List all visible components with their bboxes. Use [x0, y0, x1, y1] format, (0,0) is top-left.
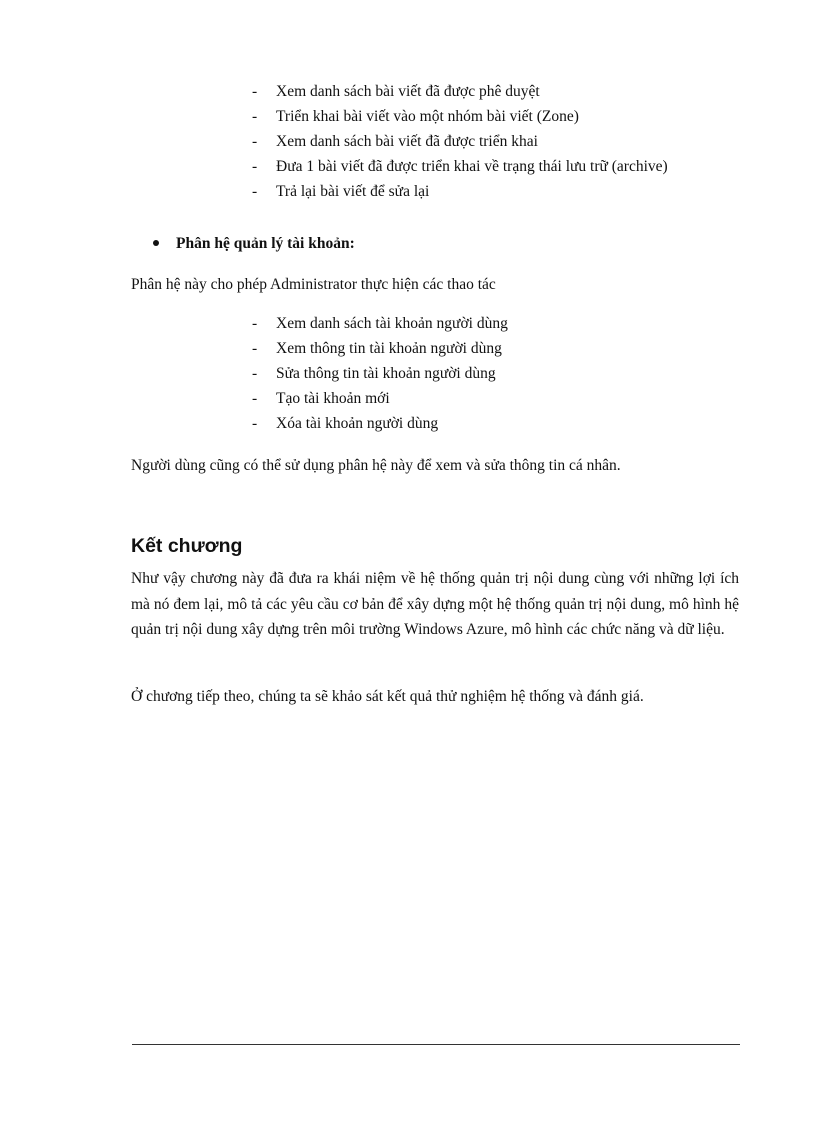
list-dash: - [252, 108, 258, 125]
list-item [252, 361, 508, 386]
list-item-text: Trả lại bài viết để sửa lại [276, 183, 430, 200]
list-item [252, 104, 668, 129]
list-dash: - [252, 340, 258, 357]
next-chapter-note: Ở chương tiếp theo, chúng ta sẽ khảo sát kết quả thử nghiệm hệ thống và đánh giá. [131, 688, 644, 705]
list-item-text: Sửa thông tin tài khoản người dùng [276, 365, 496, 382]
list-dash: - [252, 133, 258, 150]
account-actions-list [252, 311, 508, 436]
bullet-icon [153, 240, 159, 246]
list-item [252, 336, 508, 361]
list-item [252, 411, 508, 436]
list-item-text: Đưa 1 bài viết đã được triển khai về trạng thái lưu trữ (archive) [276, 158, 668, 175]
list-dash: - [252, 83, 258, 100]
list-item-text: Xóa tài khoản người dùng [276, 415, 439, 432]
list-item [252, 79, 668, 104]
account-module-heading [153, 233, 355, 255]
list-dash: - [252, 158, 258, 175]
list-item [252, 179, 668, 204]
list-dash: - [252, 365, 258, 382]
account-module-heading-text: Phân hệ quản lý tài khoản: [176, 235, 355, 252]
list-item-text: Tạo tài khoản mới [276, 390, 390, 407]
conclusion-summary: Như vậy chương này đã đưa ra khái niệm về hệ thống quản trị nội dung cùng với những lợi ích mà nó đem lại, mô tả các yêu cầu cơ bản để xây dựng một hệ thống quản trị nội dung, mô hình hệ quản trị nội dung xây dựng trên môi trường Windows Azure, mô hình các chức năng và dữ liệu. [131, 570, 739, 638]
list-item [252, 129, 668, 154]
article-actions-list [252, 79, 668, 204]
list-item-text: Xem danh sách bài viết đã được phê duyệt [276, 83, 540, 100]
account-module-intro: Phân hệ này cho phép Administrator thực hiện các thao tác [131, 276, 496, 293]
list-item [252, 311, 508, 336]
list-item-text: Xem thông tin tài khoản người dùng [276, 340, 502, 357]
list-dash: - [252, 315, 258, 332]
list-item [252, 386, 508, 411]
footer-divider [132, 1044, 740, 1045]
list-dash: - [252, 390, 258, 407]
list-item-text: Xem danh sách bài viết đã được triển khai [276, 133, 538, 150]
account-module-closing: Người dùng cũng có thể sử dụng phân hệ này để xem và sửa thông tin cá nhân. [131, 457, 621, 474]
conclusion-heading: Kết chương [131, 535, 243, 557]
list-item-text: Xem danh sách tài khoản người dùng [276, 315, 508, 332]
list-item-text: Triển khai bài viết vào một nhóm bài viết (Zone) [276, 108, 579, 125]
list-item [252, 154, 668, 179]
list-dash: - [252, 415, 258, 432]
list-dash: - [252, 183, 258, 200]
